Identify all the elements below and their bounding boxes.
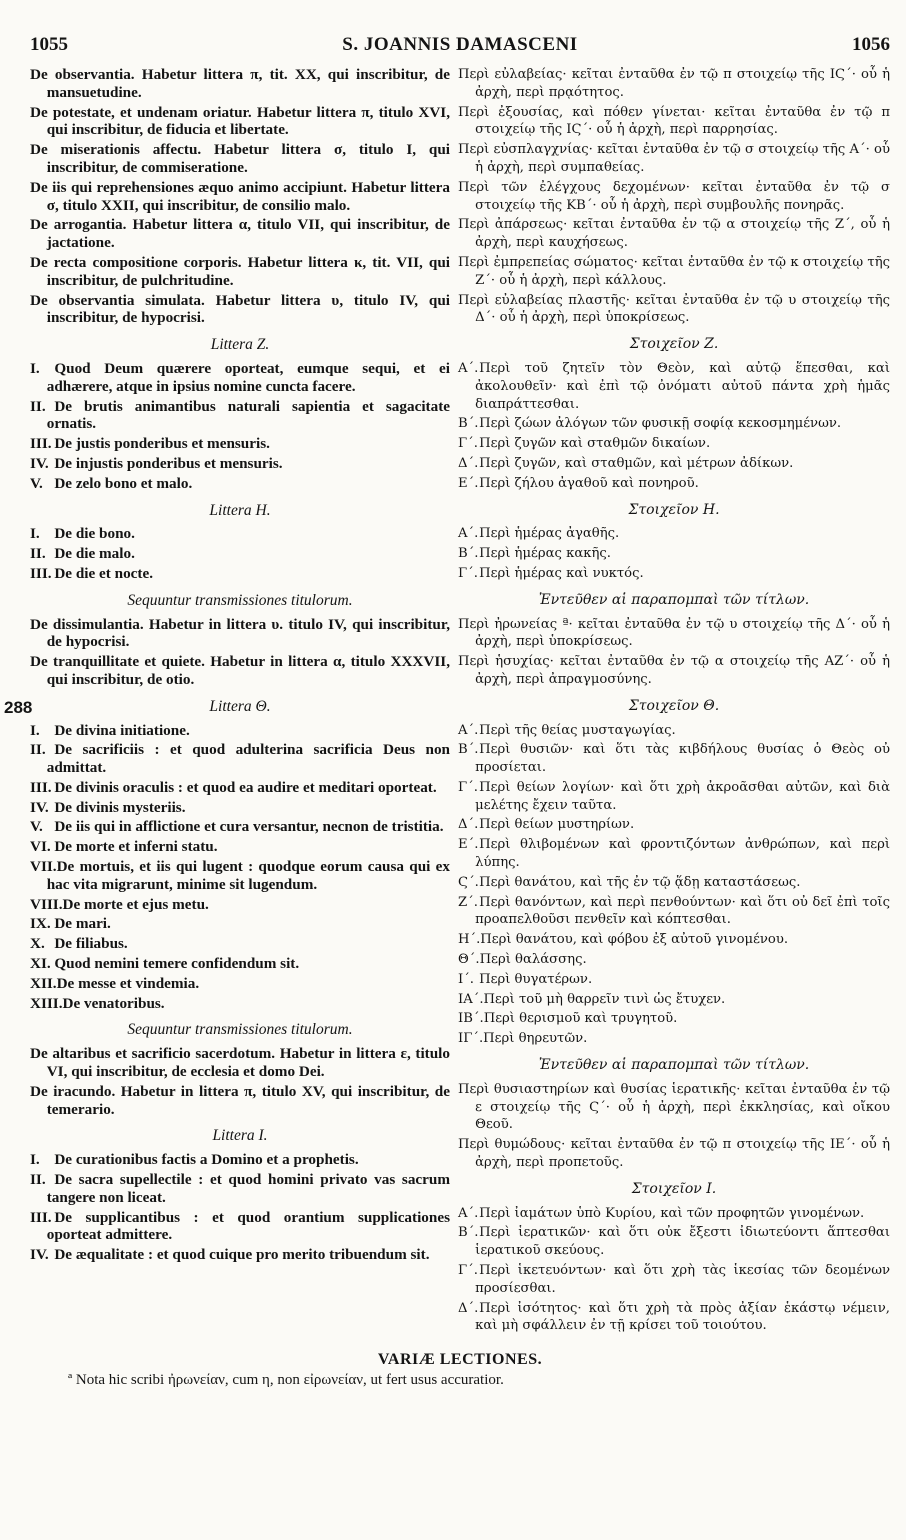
latin-entry (30, 741, 450, 777)
greek-entry (458, 66, 890, 102)
latin-entry (30, 995, 450, 1013)
latin-entry-text: De morte et inferni statu. (54, 838, 218, 856)
greek-entry-number: Ι΄. (458, 971, 474, 987)
greek-entry-number: Β΄. (458, 742, 479, 758)
latin-entry (30, 435, 450, 453)
greek-entry-text: Περὶ τοῦ μὴ θαρρεῖν τινὶ ὡς ἔτυχεν. (483, 991, 726, 1007)
latin-entry-text: De divina initiatione. (54, 721, 190, 739)
latin-entry-number: I. (30, 1151, 40, 1169)
greek-entry (458, 216, 890, 252)
latin-entry-number: III. (30, 1208, 52, 1226)
greek-entry (458, 779, 890, 815)
latin-entry-number: II. (30, 545, 46, 563)
latin-entry (30, 896, 450, 914)
latin-entry-number: I. (30, 721, 40, 739)
greek-column (458, 66, 890, 1337)
variae-lectiones-note: ª Nota hic scribi ἠρωνείαν, cum η, non εἰρωνείαν, ut fert usus accuratior. (68, 1372, 504, 1389)
latin-entry-text: Quod nemini temere confidendum sit. (54, 955, 300, 973)
greek-entry-text: Περὶ θυγατέρων. (479, 971, 593, 987)
latin-entry-text: De zelo bono et malo. (54, 474, 193, 492)
latin-entry (30, 915, 450, 933)
latin-entry-text: De recta compositione corporis. Habetur littera κ, tit. VII, qui inscribitur, de pulchritudine. (30, 253, 450, 289)
greek-entry-text: Περὶ ἰαμάτων ὑπὸ Κυρίου, καὶ τῶν προφητῶν γινομένων. (479, 1205, 865, 1221)
margin-number: 288 (4, 698, 33, 717)
greek-entry (458, 931, 890, 949)
latin-entry-number: V. (30, 818, 43, 836)
latin-entry-number: XII. (30, 974, 57, 992)
greek-entry-number: Δ΄. (458, 817, 479, 833)
greek-section-heading: Στοιχεῖον Ι. (631, 1180, 717, 1197)
two-column-body (30, 66, 890, 1337)
latin-entry (30, 1171, 450, 1207)
latin-entry-text: De æqualitate : et quod cuique pro merito tribuendum sit. (54, 1246, 430, 1264)
latin-entry-text: De venatoribus. (62, 994, 165, 1012)
latin-entry-number: V. (30, 474, 43, 492)
greek-entry (458, 545, 890, 563)
greek-entry-text: Περὶ ἐξουσίας, καὶ πόθεν γίνεται· κεῖται ἐνταῦθα ἐν τῷ π στοιχείῳ τῆς ΙϚ΄· οὗ ἡ ἀρχὴ, περὶ παρρησίας. (458, 104, 890, 138)
greek-entry-number: ΙΓ΄. (458, 1031, 484, 1047)
greek-entry (458, 360, 890, 413)
greek-entry-text: Περὶ τῶν ἐλέγχους δεχομένων· κεῖται ἐνταῦθα ἐν τῷ σ στοιχείῳ τῆς ΚΒ΄· οὗ ἡ ἀρχὴ, περὶ συμβουλῆς πονηρᾶς. (458, 179, 890, 213)
greek-entry-text: Περὶ ἱκετευόντων· καὶ ὅτι χρὴ τὰς ἱκεσίας τῶν δεομένων προσίεσθαι. (475, 1263, 890, 1296)
latin-entry-text: De altaribus et sacrificio sacerdotum. Habetur in littera ε, titulo VI, qui inscribitur, de ecclesia et domo Dei. (30, 1045, 450, 1081)
latin-entry-text: De divinis mysteriis. (54, 798, 186, 816)
latin-section-heading: Sequuntur transmissiones titulorum. (127, 1021, 353, 1039)
greek-entry-number: Ϛ΄. (458, 874, 479, 890)
greek-entry-text: Περὶ θλιβομένων καὶ φροντιζόντων ἀνθρώπων, καὶ περὶ λύπης. (475, 837, 890, 871)
greek-entry (458, 141, 890, 177)
latin-entry-number: II. (30, 741, 46, 759)
right-page-number: 1056 (852, 34, 890, 55)
latin-entry (30, 1083, 450, 1119)
greek-entry-text: Περὶ θανάτου, καὶ φόβου ἐξ αὐτοῦ γινομένου. (480, 932, 789, 948)
latin-entry (30, 779, 450, 797)
greek-entry-text: Περὶ ζυγῶν καὶ σταθμῶν δικαίων. (479, 436, 711, 452)
greek-entry (458, 104, 890, 140)
greek-section-heading: Ἐντεῦθεν αἱ παραπομπαὶ τῶν τίτλων. (538, 1057, 810, 1074)
greek-entry-text: Περὶ θηρευτῶν. (483, 1031, 588, 1047)
latin-entry-number: IX. (30, 915, 51, 933)
greek-section-heading: Στοιχεῖον Η. (628, 501, 720, 518)
latin-section-heading: Littera I. (212, 1127, 268, 1145)
latin-entry-number: VIII. (30, 895, 63, 913)
greek-entry-text: Περὶ ἡσυχίας· κεῖται ἐνταῦθα ἐν τῷ α στοιχείῳ τῆς ΑΖ΄· οὗ ἡ ἀρχὴ, περὶ ἀπραγμοσύνης. (458, 654, 890, 687)
latin-entry (30, 975, 450, 993)
greek-entry (458, 741, 890, 777)
latin-entry-text: De tranquillitate et quiete. Habetur in littera α, titulo XXXVII, qui inscribitur, de otio. (30, 653, 450, 688)
latin-entry-number: III. (30, 564, 52, 582)
latin-entry (30, 216, 450, 252)
latin-entry (30, 722, 450, 740)
greek-entry-number: Β΄. (458, 546, 479, 562)
latin-entry (30, 955, 450, 973)
latin-entry-number: VII. (30, 858, 57, 876)
latin-entry-text: De morte et ejus metu. (62, 895, 209, 913)
latin-entry (30, 545, 450, 563)
greek-entry-text: Περὶ θυσιῶν· καὶ ὅτι τὰς κιβδήλους θυσίας ὁ Θεὸς οὐ προσίεται. (475, 742, 890, 776)
greek-section-heading: Στοιχεῖον Ζ. (629, 336, 719, 353)
latin-entry-number: X. (30, 935, 45, 953)
greek-entry-text: Περὶ ἡμέρας ἀγαθῆς. (479, 526, 620, 542)
latin-entry-number: II. (30, 397, 46, 415)
latin-entry (30, 292, 450, 328)
greek-entry (458, 1300, 890, 1336)
greek-entry-number: Γ΄. (458, 565, 478, 581)
latin-section-heading: Littera H. (209, 501, 271, 519)
latin-entry-text: De iis qui reprehensiones æquo animo accipiunt. Habetur littera σ, titulo XXII, qui inscribitur, de consilio malo. (30, 178, 450, 214)
greek-entry-number: Β΄. (458, 416, 479, 432)
latin-entry-text: De sacra supellectile : et quod homini privato vas sacrum tangere non liceat. (46, 1171, 450, 1206)
greek-entry (458, 254, 890, 290)
latin-entry-text: De potestate, et undenam oriatur. Habetur littera π, titulo XVI, qui inscribitur, de fiducia et libertate. (30, 103, 450, 139)
greek-section-heading: Ἐντεῦθεν αἱ παραπομπαὶ τῶν τίτλων. (538, 591, 810, 608)
latin-entry-text: De divinis oraculis : et quod ea audire et meditari oporteat. (54, 778, 437, 796)
greek-entry-text: Περὶ ζώων ἀλόγων τῶν φυσικῇ σοφίᾳ κεκοσμημένων. (479, 416, 842, 432)
greek-entry (458, 525, 890, 543)
greek-entry (458, 653, 890, 689)
greek-entry (458, 836, 890, 872)
latin-entry-number: XIII. (30, 994, 63, 1012)
greek-entry-text: Περὶ τῆς θείας μυσταγωγίας. (479, 722, 676, 738)
greek-entry-number: Α΄. (458, 526, 479, 542)
latin-section-heading: Littera Z. (210, 336, 270, 354)
greek-entry-number: Α΄. (458, 1205, 479, 1221)
latin-entry-text: De brutis animantibus naturali sapientia et sagacitate ornatis. (46, 397, 450, 433)
latin-entry-text: De arrogantia. Habetur littera α, titulo VII, qui inscribitur, de jactatione. (30, 216, 450, 252)
latin-entry-text: De mortuis, et iis qui lugent : quodque eorum causa qui ex hac vita migrarunt, minime sit lugendum. (46, 858, 450, 893)
latin-entry-text: De die malo. (54, 545, 135, 563)
greek-entry (458, 1081, 890, 1134)
latin-entry-text: De dissimulantia. Habetur in littera υ. titulo IV, qui inscribitur, de hypocrisi. (30, 615, 450, 651)
greek-entry (458, 971, 890, 989)
greek-entry-number: Β΄. (458, 1225, 479, 1241)
running-title: S. JOANNIS DAMASCENI (342, 34, 578, 55)
greek-entry-number: ΙΑ΄. (458, 991, 484, 1007)
greek-entry-text: Περὶ θυμώδους· κεῖται ἐνταῦθα ἐν τῷ π στοιχείῳ τῆς ΙΕ΄· οὗ ἡ ἀρχὴ, περὶ προπετοῦς. (458, 1137, 890, 1171)
greek-entry-text: Περὶ θαλάσσης. (479, 952, 587, 968)
greek-entry-number: Γ΄. (458, 779, 478, 795)
greek-entry (458, 475, 890, 493)
greek-entry (458, 179, 890, 215)
latin-entry-text: De observantia. Habetur littera π, tit. XX, qui inscribitur, de mansuetudine. (30, 66, 450, 101)
latin-entry-text: De miserationis affectu. Habetur littera σ, titulo I, qui inscribitur, de commiseratione. (30, 141, 450, 176)
latin-entry-text: De curationibus factis a Domino et a prophetis. (54, 1151, 359, 1169)
latin-entry-number: III. (30, 778, 52, 796)
greek-entry (458, 991, 890, 1009)
latin-entry (30, 838, 450, 856)
latin-entry-text: De filiabus. (54, 935, 128, 953)
latin-entry (30, 616, 450, 652)
latin-entry-number: VI. (30, 838, 51, 856)
greek-entry (458, 435, 890, 453)
latin-entry (30, 360, 450, 396)
latin-entry-text: De iis qui in afflictione et cura versantur, necnon de tristitia. (54, 818, 444, 836)
greek-entry-text: Περὶ εὐλαβείας πλαστῆς· κεῖται ἐνταῦθα ἐν τῷ υ στοιχείῳ τῆς Δ΄· οὗ ἡ ἀρχὴ, περὶ ὑποκρίσεως. (458, 292, 890, 326)
latin-entry (30, 1151, 450, 1169)
greek-entry-number: Ε΄. (458, 837, 479, 853)
greek-entry-number: Θ΄. (458, 952, 480, 968)
latin-entry (30, 525, 450, 543)
greek-entry-number: Γ΄. (458, 436, 478, 452)
latin-entry-text: De iracundo. Habetur in littera π, titulo XV, qui inscribitur, de temerario. (30, 1082, 450, 1118)
greek-entry (458, 1030, 890, 1048)
greek-entry (458, 616, 890, 652)
latin-entry-text: De justis ponderibus et mensuris. (54, 435, 270, 453)
greek-entry-text: Περὶ ἱερατικῶν· καὶ ὅτι οὐκ ἔξεστι ἰδιωτεύοντι ἅπτεσθαι ἱερατικοῦ σκεύους. (475, 1225, 890, 1259)
greek-entry-text: Περὶ ἡμέρας κακῆς. (479, 546, 611, 562)
greek-entry-text: Περὶ θυσιαστηρίων καὶ θυσίας ἱερατικῆς· κεῖται ἐνταῦθα ἐν τῷ ε στοιχείῳ τῆς Ϛ΄· οὗ ἡ ἀρχὴ, περὶ ἐκκλησίας, καὶ οἴκου Θεοῦ. (458, 1081, 890, 1133)
greek-entry (458, 1010, 890, 1028)
latin-entry-number: II. (30, 1171, 46, 1189)
latin-entry-number: IV. (30, 798, 49, 816)
latin-section-heading: Littera Θ. (209, 697, 271, 715)
greek-entry-number: Ε΄. (458, 475, 479, 491)
greek-entry-number: Α΄. (458, 722, 479, 738)
greek-entry-number: ΙΒ΄. (458, 1011, 484, 1027)
latin-entry (30, 1246, 450, 1264)
latin-entry (30, 104, 450, 140)
greek-entry-text: Περὶ εὐσπλαγχνίας· κεῖται ἐνταῦθα ἐν τῷ σ στοιχείῳ τῆς Α΄· οὗ ἡ ἀρχὴ, περὶ συμπαθείας. (458, 142, 890, 175)
latin-entry (30, 935, 450, 953)
greek-entry-text: Περὶ θανάτου, καὶ τῆς ἐν τῷ ᾅδῃ καταστάσεως. (479, 874, 801, 890)
latin-entry (30, 1209, 450, 1245)
latin-entry-number: XI. (30, 955, 51, 973)
latin-entry (30, 455, 450, 473)
latin-entry-text: De injustis ponderibus et mensuris. (54, 454, 283, 472)
latin-entry (30, 653, 450, 689)
latin-section-heading: Sequuntur transmissiones titulorum. (127, 591, 353, 609)
greek-entry-text: Περὶ ἠρωνείας ª· κεῖται ἐνταῦθα ἐν τῷ υ στοιχείῳ τῆς Δ΄· οὗ ἡ ἀρχὴ, περὶ ὑποκρίσεως. (458, 616, 890, 650)
greek-entry-text: Περὶ θείων μυστηρίων. (479, 817, 635, 833)
greek-entry-number: Α΄. (458, 360, 479, 376)
latin-entry (30, 799, 450, 817)
greek-entry (458, 816, 890, 834)
greek-entry-text: Περὶ ζυγῶν, καὶ σταθμῶν, καὶ μέτρων ἀδίκων. (479, 455, 794, 471)
latin-entry (30, 858, 450, 894)
greek-entry (458, 722, 890, 740)
greek-entry-text: Περὶ θανόντων, καὶ περὶ πενθούντων· καὶ ὅτι οὐ δεῖ ἐπὶ τοῖς προαπελθοῦσι πενθεῖν καὶ κόπτεσθαι. (475, 894, 890, 928)
latin-entry (30, 565, 450, 583)
greek-entry (458, 1224, 890, 1260)
latin-entry-text: De messe et vindemia. (56, 974, 200, 992)
greek-entry-number: Η΄. (458, 932, 481, 948)
latin-entry (30, 141, 450, 177)
latin-entry-text: De mari. (54, 915, 111, 933)
greek-entry-text: Περὶ θείων λογίων· καὶ ὅτι χρὴ ἀκροᾶσθαι αὐτῶν, καὶ διὰ μελέτης ἔχειν ταῦτα. (475, 779, 890, 813)
greek-entry (458, 415, 890, 433)
greek-entry (458, 1136, 890, 1172)
greek-entry (458, 455, 890, 473)
greek-entry-text: Περὶ ἡμέρας καὶ νυκτός. (479, 565, 644, 581)
latin-entry-number: I. (30, 359, 40, 377)
left-page-number: 1055 (30, 34, 68, 55)
latin-entry-text: De sacrificiis : et quod adulterina sacrificia Deus non admittat. (46, 741, 450, 777)
greek-entry-text: Περὶ εὐλαβείας· κεῖται ἐνταῦθα ἐν τῷ π στοιχείῳ τῆς ΙϚ΄· οὗ ἡ ἀρχὴ, περὶ πρᾳότητος. (458, 67, 890, 100)
latin-entry (30, 1045, 450, 1081)
greek-entry-text: Περὶ τοῦ ζητεῖν τὸν Θεὸν, καὶ αὐτῷ ἕπεσθαι, καὶ ἀκολουθεῖν· καὶ ἐπὶ τῷ ὀνόματι αὐτοῦ πάντα χρὴ ἡμᾶς διαπράττεσθαι. (475, 360, 890, 412)
latin-entry-text: De observantia simulata. Habetur littera υ, titulo IV, qui inscribitur, de hypocrisi. (30, 291, 450, 327)
greek-entry (458, 874, 890, 892)
greek-entry-text: Περὶ ἰσότητος· καὶ ὅτι χρὴ τὰ πρὸς ἀξίαν ἑκάστῳ νέμειν, καὶ μὴ σφάλλειν ἐν τῇ κρίσει τοῦ τοιούτου. (475, 1300, 890, 1334)
latin-entry-text: De die et nocte. (54, 564, 153, 582)
latin-column (30, 66, 450, 1337)
latin-entry-number: III. (30, 435, 52, 453)
latin-entry (30, 818, 450, 836)
latin-entry (30, 475, 450, 493)
greek-entry-number: Γ΄. (458, 1263, 478, 1279)
greek-entry-text: Περὶ ἐμπρεπείας σώματος· κεῖται ἐνταῦθα ἐν τῷ κ στοιχείῳ τῆς Ζ΄· οὗ ἡ ἀρχὴ, περὶ κάλλους. (458, 254, 890, 288)
latin-entry (30, 398, 450, 434)
greek-entry (458, 894, 890, 930)
variae-lectiones-title: VARIÆ LECTIONES. (377, 1351, 543, 1369)
latin-entry-text: De supplicantibus : et quod orantium supplicationes oporteat admittere. (46, 1208, 450, 1244)
greek-entry (458, 292, 890, 328)
latin-entry (30, 66, 450, 102)
greek-entry-number: Ζ΄. (458, 894, 478, 910)
greek-entry-number: Δ΄. (458, 1300, 479, 1316)
latin-entry (30, 179, 450, 215)
latin-entry (30, 254, 450, 290)
greek-entry (458, 951, 890, 969)
page-header (30, 34, 890, 64)
greek-section-heading: Στοιχεῖον Θ. (628, 697, 720, 714)
latin-entry-number: I. (30, 525, 40, 543)
latin-entry-text: Quod Deum quærere oporteat, eumque sequi, et ei adhærere, atque in ipsius nomine cuncta facere. (46, 359, 450, 395)
greek-entry (458, 565, 890, 583)
greek-entry-text: Περὶ ζήλου ἀγαθοῦ καὶ πονηροῦ. (479, 475, 699, 491)
latin-entry-number: IV. (30, 454, 49, 472)
greek-entry (458, 1262, 890, 1298)
latin-entry-number: IV. (30, 1246, 49, 1264)
latin-entry-text: De die bono. (54, 525, 135, 543)
greek-entry-text: Περὶ θερισμοῦ καὶ τρυγητοῦ. (483, 1011, 678, 1027)
greek-entry-number: Δ΄. (458, 455, 479, 471)
greek-entry-text: Περὶ ἀπάρσεως· κεῖται ἐνταῦθα ἐν τῷ α στοιχείῳ τῆς Ζ΄, οὗ ἡ ἀρχὴ, περὶ καυχήσεως. (458, 217, 890, 251)
greek-entry (458, 1205, 890, 1223)
